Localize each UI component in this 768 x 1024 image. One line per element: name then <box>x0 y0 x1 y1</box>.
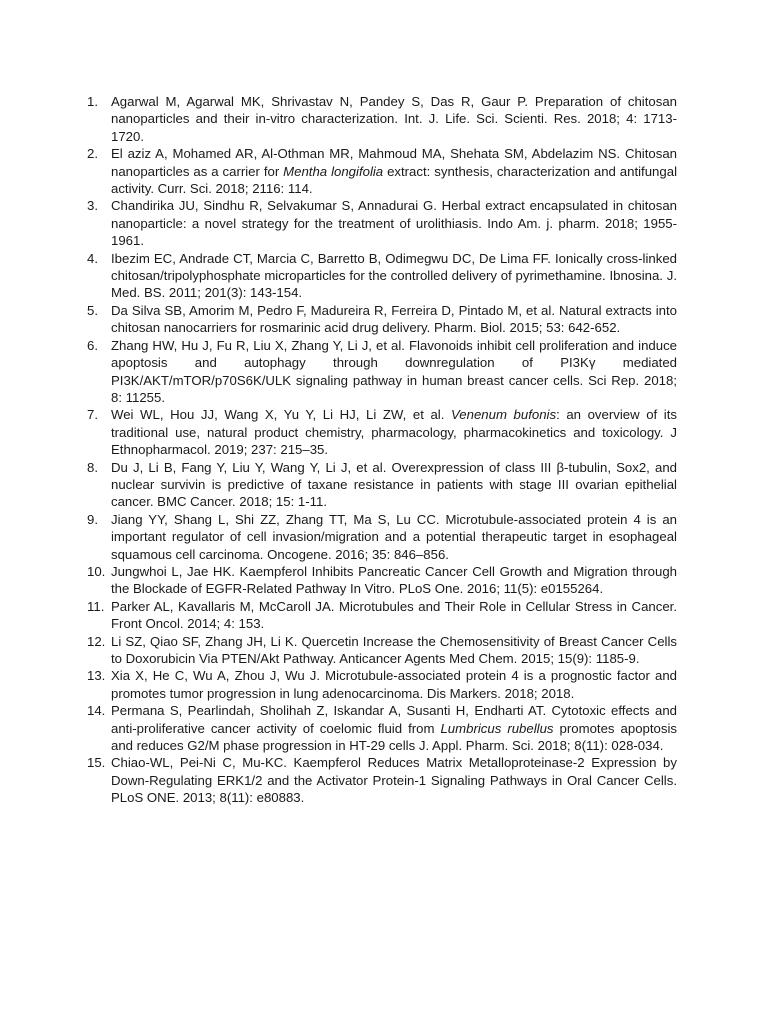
reference-text <box>111 198 677 248</box>
reference-list <box>87 93 677 807</box>
reference-number: 9. <box>87 511 98 527</box>
reference-number: 2. <box>87 146 98 162</box>
reference-text <box>111 94 677 144</box>
species-name: Venenum bufonis <box>451 407 557 423</box>
reference-text-segment: El aziz A, Mohamed AR, Al-Othman MR, Mahmoud MA, Shehata SM, Abdelazim NS. Chitosan nanoparticles as a carrier for <box>111 146 677 179</box>
reference-text-segment: Ibezim EC, Andrade CT, Marcia C, Barretto B, Odimegwu DC, De Lima FF. Ionically cross-linked chitosan/tripolyphosphate microparticles for the controlled delivery of pyrimethamine. Ibnosina. J. Med. BS. 2011; 201(3): 143-154. <box>111 250 677 301</box>
reference-text-segment: Chiao-WL, Pei-Ni C, Mu-KC. Kaempferol Reduces Matrix Metalloproteinase-2 Expression by Down-Regulating ERK1/2 and the Activator Protein-1 Signaling Pathways in Oral Cancer Cells. PLoS ONE. 2013; 8(11): e80883. <box>111 755 677 806</box>
reference-text <box>111 512 677 562</box>
reference-text-segment: Permana S, Pearlindah, Sholihah Z, Iskandar A, Susanti H, Endharti AT. Cytotoxic effects and anti-proliferative cancer activity of coelomic fluid from <box>111 703 677 736</box>
reference-number: 12. <box>87 633 106 649</box>
species-name: Mentha longifolia <box>283 163 384 179</box>
reference-number: 13. <box>87 668 106 684</box>
reference-text <box>111 303 677 335</box>
reference-item <box>87 702 677 754</box>
reference-text <box>111 460 677 510</box>
reference-item <box>87 145 677 197</box>
reference-text-segment: Zhang HW, Hu J, Fu R, Liu X, Zhang Y, Li J, et al. Flavonoids inhibit cell proliferation and induce apoptosis and autophagy through downregulation of PI3Kγ mediated PI3K/AKT/mTOR/p70S6K/ULK signaling pathway in human breast cancer cells. Sci Rep. 2018; 8: 11255. <box>111 337 677 405</box>
reference-text <box>111 703 677 753</box>
reference-item <box>87 337 677 407</box>
reference-number: 11. <box>87 598 105 614</box>
reference-item <box>87 459 677 511</box>
reference-number: 6. <box>87 337 98 353</box>
reference-text-segment: Agarwal M, Agarwal MK, Shrivastav N, Pandey S, Das R, Gaur P. Preparation of chitosan nanoparticles and their in-vitro characterization. Int. J. Life. Sci. Scienti. Res. 2018; 4: 1713-1720. <box>111 94 677 144</box>
reference-text-segment: Xia X, He C, Wu A, Zhou J, Wu J. Microtubule-associated protein 4 is a prognostic factor and promotes tumor progression in lung adenocarcinoma. Dis Markers. 2018; 2018. <box>111 668 677 701</box>
reference-text <box>111 634 677 666</box>
reference-text-segment: Du J, Li B, Fang Y, Liu Y, Wang Y, Li J, et al. Overexpression of class III β-tubulin, Sox2, and nuclear survivin is predictive of taxane resistance in patients with stage III ovarian epithelial cancer. BMC Cancer. 2018; 15: 1-11. <box>111 459 677 510</box>
reference-item <box>87 197 677 249</box>
reference-item <box>87 563 677 598</box>
reference-text <box>111 146 677 196</box>
reference-item <box>87 754 677 806</box>
reference-text-segment: Chandirika JU, Sindhu R, Selvakumar S, Annadurai G. Herbal extract encapsulated in chitosan nanoparticle: a novel strategy for the treatment of urolithiasis. Indo Am. j. pharm. 2018; 1955-1961. <box>111 198 677 249</box>
reference-text <box>111 251 677 301</box>
reference-item <box>87 302 677 337</box>
reference-text-segment: Parker AL, Kavallaris M, McCaroll JA. Microtubules and Their Role in Cellular Stress in Cancer. Front Oncol. 2014; 4: 153. <box>111 598 677 632</box>
reference-number: 10. <box>87 563 106 579</box>
reference-number: 3. <box>87 198 98 214</box>
reference-text <box>111 564 677 596</box>
reference-item <box>87 406 677 458</box>
reference-number: 15. <box>87 755 106 771</box>
reference-number: 1. <box>87 94 98 109</box>
reference-item <box>87 93 677 145</box>
reference-number: 5. <box>87 302 98 318</box>
reference-number: 4. <box>87 250 98 266</box>
reference-number: 8. <box>87 459 98 475</box>
reference-number: 7. <box>87 407 98 423</box>
reference-text-segment: : an overview of its traditional use, natural product chemistry, pharmacology, pharmacokinetics and toxicology. J Ethnopharmacol. 2019; 237: 215–35. <box>111 407 677 458</box>
reference-number: 14. <box>87 703 106 719</box>
reference-text-segment: extract: synthesis, characterization and antifungal activity. Curr. Sci. 2018; 2116: 114. <box>111 163 677 197</box>
reference-text-segment: Li SZ, Qiao SF, Zhang JH, Li K. Quercetin Increase the Chemosensitivity of Breast Cancer Cells to Doxorubicin Via PTEN/Akt Pathway. Anticancer Agents Med Chem. 2015; 15(9): 1185-9. <box>111 633 677 666</box>
reference-text <box>111 407 677 457</box>
reference-item <box>87 511 677 563</box>
reference-text-segment: promotes apoptosis and reduces G2/M phase progression in HT-29 cells J. Appl. Pharm. Sci. 2018; 8(11): 028-034. <box>111 720 677 754</box>
reference-item <box>87 667 677 702</box>
reference-item <box>87 598 677 633</box>
reference-text <box>111 338 677 405</box>
reference-item <box>87 633 677 668</box>
reference-item <box>87 250 677 302</box>
reference-text-segment: Wei WL, Hou JJ, Wang X, Yu Y, Li HJ, Li ZW, et al. <box>111 407 451 423</box>
species-name: Lumbricus rubellus <box>440 720 554 736</box>
reference-text-segment: Jiang YY, Shang L, Shi ZZ, Zhang TT, Ma S, Lu CC. Microtubule-associated protein 4 is an important regulator of cell invasion/migration and a potential therapeutic target in esophageal squamous cell carcinoma. Oncogene. 2016; 35: 846–856. <box>111 511 677 562</box>
reference-text-segment: Jungwhoi L, Jae HK. Kaempferol Inhibits Pancreatic Cancer Cell Growth and Migration through the Blockade of EGFR-Related Pathway In Vitro. PLoS One. 2016; 11(5): e0155264. <box>111 563 677 597</box>
reference-text <box>111 668 677 700</box>
reference-text-segment: Da Silva SB, Amorim M, Pedro F, Madureira R, Ferreira D, Pintado M, et al. Natural extracts into chitosan nanocarriers for rosmarinic acid drug delivery. Pharm. Biol. 2015; 53: 642-652. <box>111 302 677 336</box>
reference-text <box>111 755 677 805</box>
reference-text <box>111 599 677 631</box>
